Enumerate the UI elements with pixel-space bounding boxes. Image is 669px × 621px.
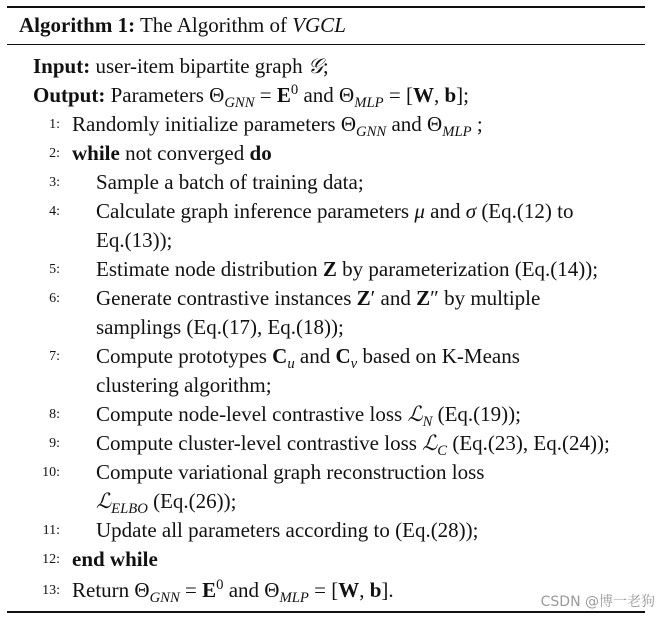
step-number: 2: [49, 146, 60, 161]
step-number: 4: [49, 204, 60, 219]
title-rule [7, 44, 645, 45]
step-number: 10: [42, 465, 60, 480]
output-formula: $\Theta_{GNN} = E^0$ and $\Theta_{MLP} = [W$, b]; [209, 82, 469, 112]
step-number: 11: [42, 523, 60, 538]
input-text: user-item bipartite graph [95, 54, 303, 78]
graph-symbol: 𝒢 [307, 54, 323, 78]
step-text: Generate contrastive instances Z′ and Z″ by multiple [96, 286, 541, 310]
step-text: Compute node-level contrastive loss ℒ$_N$ (Eq.(19)); [96, 402, 521, 431]
step-text: Return $\Theta_{GNN} = E^0$ and $\Theta_{MLP} = [W$, b]. [72, 577, 394, 607]
step-text: Sample a batch of training data; [96, 170, 364, 194]
step-text: samplings (Eq.(17), Eq.(18)); [96, 315, 344, 339]
step-number: 6: [49, 291, 60, 306]
step-text: Eq.(13)); [96, 228, 173, 252]
step-text: Update all parameters according to (Eq.(28)); [96, 518, 479, 542]
algorithm-title [19, 11, 346, 39]
step-number: 1: [49, 117, 60, 132]
step-text: while not converged do [72, 141, 272, 165]
step-number: 12: [42, 552, 60, 567]
step-text: clustering algorithm; [96, 373, 272, 397]
step-text: Compute variational graph reconstruction loss [96, 460, 485, 484]
step-number: 9: [49, 436, 60, 451]
step-text: Calculate graph inference parameters μ and σ (Eq.(12) to [96, 199, 574, 223]
algorithm-label: Algorithm 1: [19, 13, 136, 37]
watermark: CSDN @博一老狗 [540, 594, 655, 610]
step-number: 3: [49, 175, 60, 190]
algorithm-title-text: The Algorithm of [139, 13, 287, 37]
output-text: Parameters [110, 83, 204, 107]
step-text: Compute prototypes $C_u$ and $C_v$ based on K-Means [96, 344, 520, 373]
output-line [33, 81, 469, 112]
step-number: 13: [42, 583, 60, 598]
step-number: 7: [49, 349, 60, 364]
step-text: ℒ$_{ELBO}$ (Eq.(26)); [96, 489, 237, 518]
bottom-rule [7, 611, 645, 613]
output-label: Output: [33, 83, 106, 107]
step-text: end while [72, 547, 158, 571]
step-number: 5: [49, 262, 60, 277]
input-line: Input: user-item bipartite graph 𝒢; [33, 54, 329, 78]
step-text: Randomly initialize parameters $\Theta_{GNN}$ and $\Theta_{MLP}$ ; [72, 112, 483, 141]
step-text: Compute cluster-level contrastive loss ℒ$_C$ (Eq.(23), Eq.(24)); [96, 431, 610, 460]
input-label: Input: [33, 54, 91, 78]
algorithm-name: VGCL [292, 13, 346, 37]
step-text: Estimate node distribution Z by parameterization (Eq.(14)); [96, 257, 599, 281]
step-number: 8: [49, 407, 60, 422]
top-rule [7, 6, 645, 8]
